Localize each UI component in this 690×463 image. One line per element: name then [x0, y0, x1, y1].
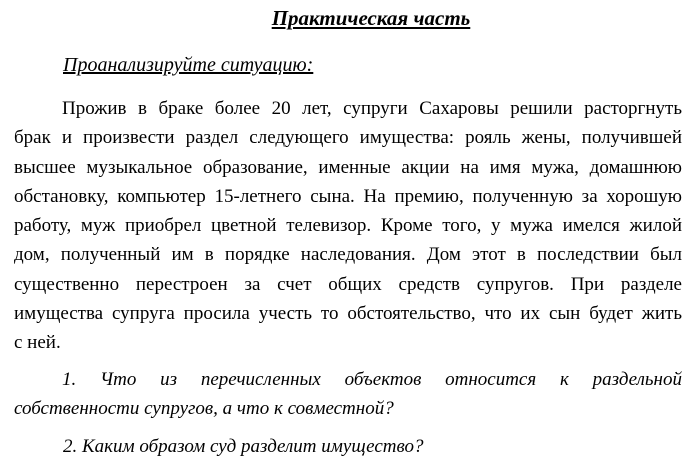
- paragraph-line: Прожив в браке более 20 лет, супруги Сахаровы решили расторгнуть: [62, 98, 682, 119]
- paragraph-line: с ней.: [14, 332, 61, 354]
- paragraph-line: работу, муж приобрел цветной телевизор. Кроме того, у мужа имелся жилой: [14, 215, 682, 237]
- paragraph-line: существенно перестроен за счет общих средств супругов. При разделе: [14, 273, 682, 295]
- question-1: [14, 365, 682, 424]
- paragraph-line: высшее музыкальное образование, именные акции на имя мужа, домашнюю: [14, 156, 682, 178]
- paragraph-line: дом, полученный им в порядке наследования. Дом этот в последствии был: [14, 244, 682, 266]
- question-2: 2. Каким образом суд разделит имущество?: [63, 436, 424, 457]
- question-line: собственности супругов, а что к совместной?: [14, 398, 394, 420]
- question-line: 1. Что из перечисленных объектов относится к раздельной: [62, 369, 682, 390]
- case-description-paragraph: [14, 94, 682, 358]
- paragraph-line: брак и произвести раздел следующего имущества: рояль жены, получившей: [14, 127, 682, 149]
- page-title: Практическая часть: [271, 6, 471, 30]
- section-subtitle: Проанализируйте ситуацию:: [63, 54, 314, 76]
- paragraph-line: обстановку, компьютер 15-летнего сына. На премию, полученную за хорошую: [14, 185, 682, 207]
- paragraph-line: имущества супруга просила учесть то обстоятельство, что их сын будет жить: [14, 303, 682, 325]
